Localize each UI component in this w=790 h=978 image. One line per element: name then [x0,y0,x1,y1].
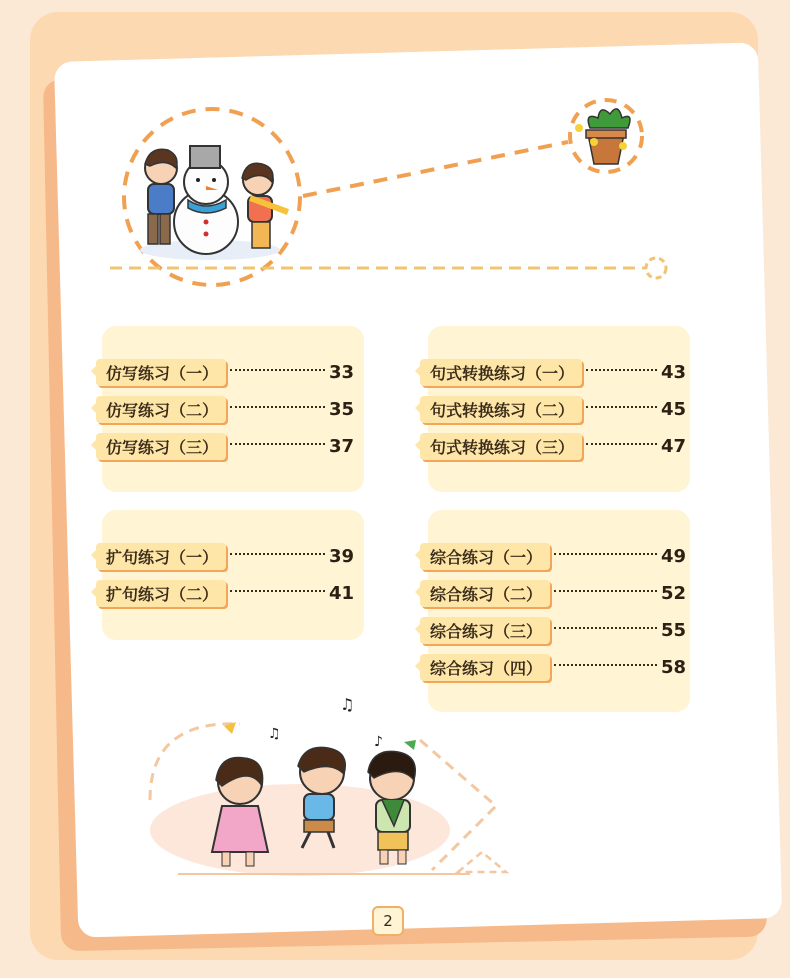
leader-dots [586,406,657,408]
toc-entry-page: 35 [328,398,354,420]
toc-entry-page: 33 [328,361,354,383]
toc-entry-page: 41 [328,582,354,604]
leader-dots [554,627,657,629]
toc-entry-title: 综合练习（一） [420,543,550,570]
leader-dots [586,443,657,445]
toc-entry-title: 综合练习（四） [420,654,550,681]
toc-entry[interactable] [96,358,354,386]
toc-entry-page: 49 [660,545,686,567]
toc-entry-page: 43 [660,361,686,383]
leader-dots [230,553,325,555]
toc-entry[interactable] [420,358,686,386]
toc-entry-title: 句式转换练习（二） [420,396,582,423]
leader-dots [554,553,657,555]
leader-dots [554,664,657,666]
toc-entry[interactable] [420,616,686,644]
toc-entry-title: 综合练习（二） [420,580,550,607]
leader-dots [230,443,325,445]
leader-dots [586,369,657,371]
page-number: 2 [372,906,404,936]
toc-entry[interactable] [96,432,354,460]
toc-entry[interactable] [420,579,686,607]
toc-entry[interactable] [420,653,686,681]
toc-box-sentence-expand [102,510,364,640]
toc-entry[interactable] [420,432,686,460]
leader-dots [554,590,657,592]
svg-text:♫: ♫ [340,695,355,714]
toc-entry[interactable] [420,542,686,570]
leader-dots [230,369,325,371]
toc-entry-page: 52 [660,582,686,604]
toc-entry-title: 仿写练习（二） [96,396,226,423]
leader-dots [230,590,325,592]
toc-entry-title: 综合练习（三） [420,617,550,644]
leader-dots [230,406,325,408]
toc-entry[interactable] [96,542,354,570]
toc-entry-title: 句式转换练习（三） [420,433,582,460]
toc-entry-page: 37 [328,435,354,457]
toc-entry-title: 扩句练习（二） [96,580,226,607]
toc-entry[interactable] [96,395,354,423]
toc-entry-page: 47 [660,435,686,457]
toc-entry-page: 39 [328,545,354,567]
svg-text:♫: ♫ [268,726,281,742]
toc-entry-title: 扩句练习（一） [96,543,226,570]
toc-entry-title: 仿写练习（三） [96,433,226,460]
toc-box-comprehensive [428,510,690,712]
toc-entry-title: 仿写练习（一） [96,359,226,386]
toc-entry-page: 58 [660,656,686,678]
toc-entry-page: 45 [660,398,686,420]
toc-entry-page: 55 [660,619,686,641]
toc-entry[interactable] [96,579,354,607]
toc-entry[interactable] [420,395,686,423]
toc-entry-title: 句式转换练习（一） [420,359,582,386]
svg-text:♪: ♪ [374,734,383,750]
